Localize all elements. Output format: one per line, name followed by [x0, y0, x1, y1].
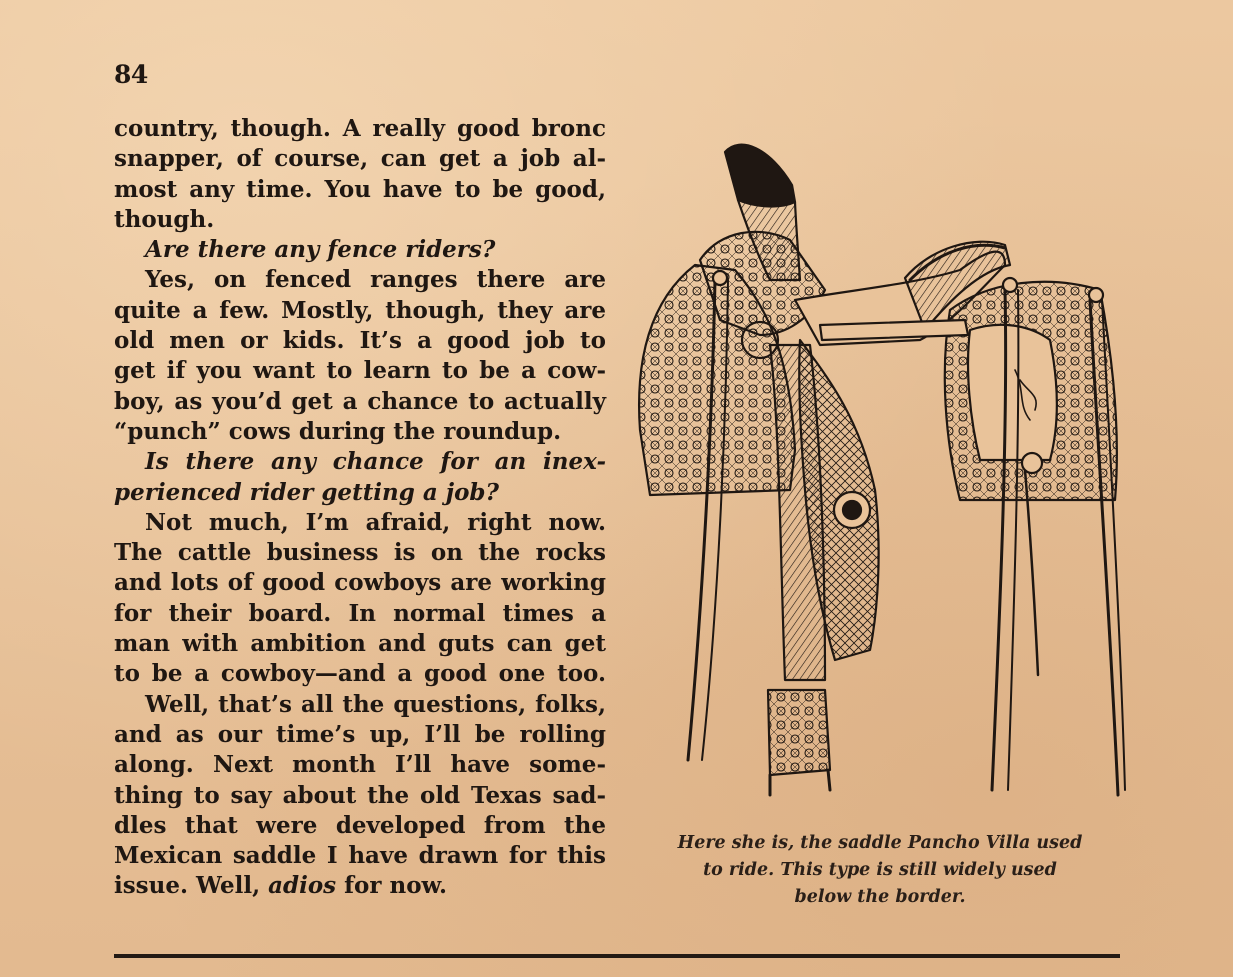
article-line: along. Next month I’ll have some-: [114, 751, 606, 779]
article-line: thing to say about the old Texas sad-: [114, 781, 606, 809]
saddle-drawing: [639, 145, 1125, 795]
final-line-start: issue. Well,: [114, 872, 269, 900]
caption-line-3: below the border.: [794, 887, 966, 907]
page-number: 84: [114, 60, 148, 89]
article-line: Are there any fence riders?: [145, 236, 496, 264]
illustration-caption: [650, 830, 1110, 911]
article-line: Mexican saddle I have drawn for this: [114, 842, 606, 870]
article-line: Is there any chance for an inex-: [145, 448, 606, 476]
final-line-end: for now.: [336, 872, 448, 900]
article-line: for their board. In normal times a: [114, 599, 606, 627]
caption-line-2: to ride. This type is still widely used: [703, 860, 1057, 880]
article-line: quite a few. Mostly, though, they are: [114, 296, 606, 324]
article-line: country, though. A really good bronc: [114, 115, 606, 142]
article-line: Well, that’s all the questions, folks,: [145, 690, 606, 718]
final-line-italic: adios: [268, 872, 337, 900]
article-line: snapper, of course, can get a job al-: [114, 145, 606, 173]
caption-line-1: Here she is, the saddle Pancho Villa used: [677, 833, 1083, 853]
article-line: most any time. You have to be good,: [114, 175, 606, 203]
article-line: and lots of good cowboys are working: [114, 569, 606, 597]
article-line: Not much, I’m afraid, right now.: [145, 508, 606, 536]
article-line: boy, as you’d get a chance to actually: [114, 387, 606, 415]
article-line: The cattle business is on the rocks: [114, 539, 606, 567]
article-lines: [114, 114, 606, 871]
article-line: and as our time’s up, I’ll be rolling: [114, 720, 606, 748]
article-line: dles that were developed from the: [114, 811, 606, 839]
article-line: man with ambition and guts can get: [114, 630, 606, 658]
saddle-illustration: [620, 130, 1130, 810]
article-line: though.: [114, 205, 215, 233]
article-line: “punch” cows during the roundup.: [114, 417, 562, 445]
article-line: perienced rider getting a job?: [114, 478, 499, 506]
article-text: [114, 114, 606, 902]
article-line: get if you want to learn to be a cow-: [114, 357, 606, 385]
article-line: to be a cowboy—and a good one too.: [114, 660, 606, 688]
article-line-final: [114, 871, 606, 901]
article-line: old men or kids. It’s a good job to: [114, 327, 606, 355]
bottom-rule: [114, 954, 1120, 958]
article-line: Yes, on fenced ranges there are: [145, 266, 606, 294]
